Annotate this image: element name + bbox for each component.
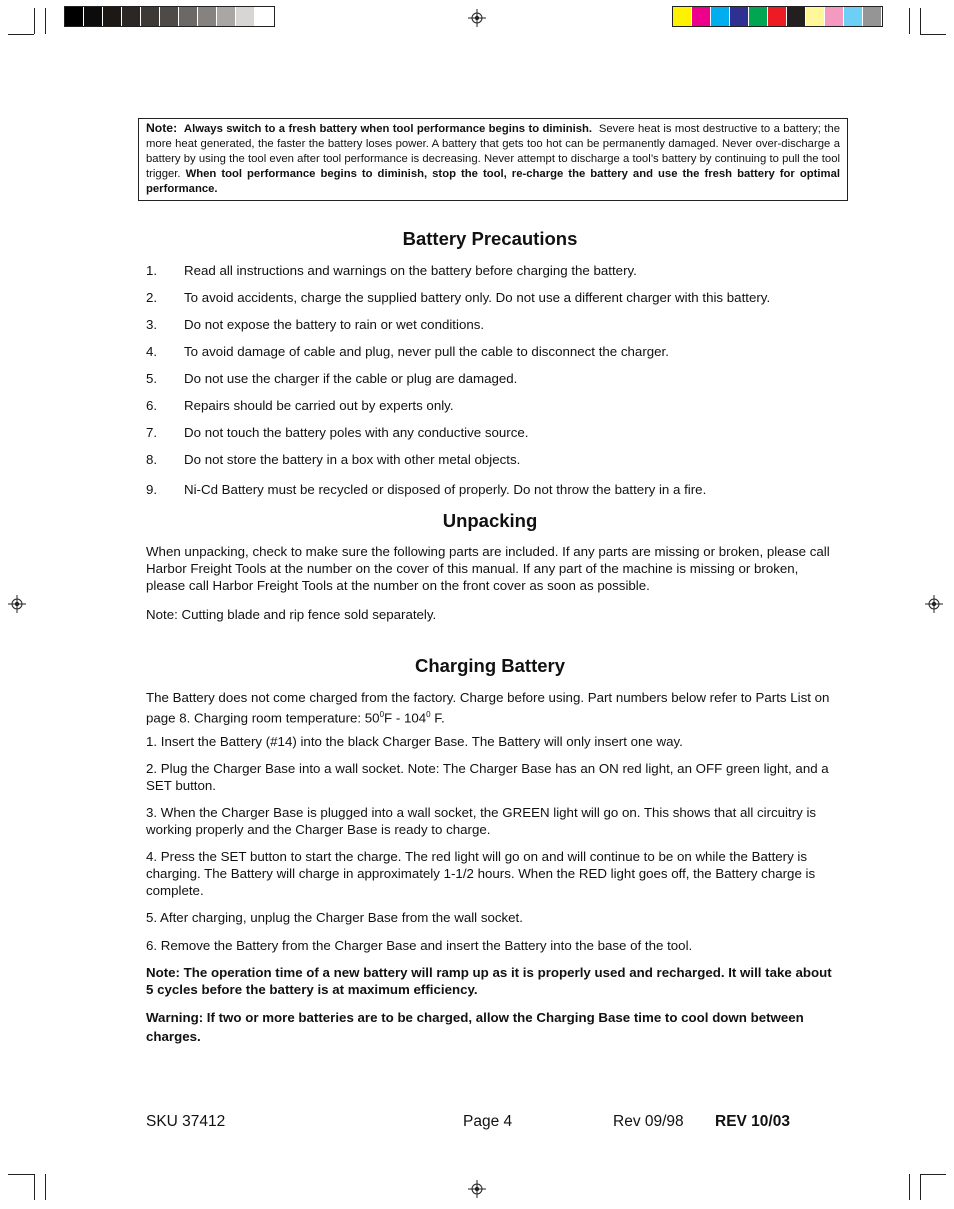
color-swatch-bar xyxy=(672,6,883,27)
gray-swatch xyxy=(198,7,217,26)
gray-swatch xyxy=(141,7,160,26)
color-swatch xyxy=(692,7,711,26)
gray-swatch xyxy=(236,7,255,26)
charging-step-4: 4. Press the SET button to start the charge. The red light will go on and will continue to be on while the Battery is charging. The Battery will charge in approximately 1-1/2 hours. When the RED light goes off, the Battery charge is complete. xyxy=(146,849,816,898)
gray-swatch xyxy=(179,7,198,26)
crosshair-target-icon xyxy=(925,595,943,613)
note-body: Severe heat is most destructive to a battery; the more heat generated, the faster the battery loses power. A battery that gets too hot can be permanently damaged. Never over-discharge a battery by using the tool even after tool performance is decreasing. Never attempt to discharge a tool’s battery by continuing to pull the tool trigger. xyxy=(146,123,840,180)
charging-efficiency-note: Note: The operation time of a new battery will ramp up as it is properly used and recharged. It will take about 5 cycles before the battery is at maximum efficiency. xyxy=(146,965,832,997)
footer-page-number: Page 4 xyxy=(463,1113,513,1130)
footer-revision-current: REV 10/03 xyxy=(715,1113,790,1130)
gray-swatch xyxy=(160,7,179,26)
charging-intro: The Battery does not come charged from the factory. Charge before using. Part numbers below refer to Parts List on page 8. Charging room temperature: $50^0F - 104^0$ F. xyxy=(146,690,830,726)
crosshair-target-icon xyxy=(8,595,26,613)
color-swatch xyxy=(787,7,806,26)
color-swatch xyxy=(863,7,882,26)
gray-swatch xyxy=(84,7,103,26)
gray-swatch xyxy=(217,7,236,26)
note-label: Note: xyxy=(146,121,178,135)
color-swatch xyxy=(749,7,768,26)
color-swatch xyxy=(806,7,825,26)
charging-step-5: 5. After charging, unplug the Charger Base from the wall socket. xyxy=(146,910,523,925)
gray-swatch-bar xyxy=(64,6,275,27)
footer-sku: SKU 37412 xyxy=(146,1113,226,1130)
battery-note-box xyxy=(138,118,848,201)
unpacking-paragraph: When unpacking, check to make sure the following parts are included. If any parts are missing or broken, please call Harbor Freight Tools at the number on the cover of this manual. If any part of the machine is missing or broken, please call Harbor Freight Tools at the number on the front cover as soon as possible. xyxy=(146,544,830,593)
color-swatch xyxy=(730,7,749,26)
color-swatch xyxy=(825,7,844,26)
color-swatch xyxy=(711,7,730,26)
color-swatch xyxy=(673,7,692,26)
gray-swatch xyxy=(103,7,122,26)
color-swatch xyxy=(768,7,787,26)
crosshair-target-icon xyxy=(468,1180,486,1198)
battery-precautions-heading: Battery Precautions xyxy=(402,228,578,249)
unpacking-heading: Unpacking xyxy=(442,510,538,531)
charging-step-3: 3. When the Charger Base is plugged into a wall socket, the GREEN light will go on. This shows that all circuitry is working properly and the Charger Base is ready to charge. xyxy=(146,805,817,837)
charging-warning: Warning: If two or more batteries are to be charged, allow the Charging Base time to cool down between charges. xyxy=(146,1010,804,1044)
charging-step-6: 6. Remove the Battery from the Charger Base and insert the Battery into the base of the tool. xyxy=(146,938,693,953)
color-swatch xyxy=(844,7,863,26)
note-bold-lead: Always switch to a fresh battery when tool performance begins to diminish. xyxy=(183,123,593,135)
unpacking-note: Note: Cutting blade and rip fence sold separately. xyxy=(146,607,437,622)
gray-swatch xyxy=(255,7,274,26)
gray-swatch xyxy=(122,7,141,26)
charging-step-1: 1. Insert the Battery (#14) into the black Charger Base. The Battery will only insert one way. xyxy=(146,734,683,749)
charging-battery-heading: Charging Battery xyxy=(414,655,566,676)
note-bold-tail: When tool performance begins to diminish, stop the tool, re-charge the battery and use the fresh battery for optimal performance. xyxy=(146,168,841,195)
footer-revision: Rev 09/98 xyxy=(613,1113,684,1130)
gray-swatch xyxy=(65,7,84,26)
crosshair-target-icon xyxy=(468,9,486,27)
charging-step-2: 2. Plug the Charger Base into a wall socket. Note: The Charger Base has an ON red light, an OFF green light, and a SET button. xyxy=(146,761,829,793)
